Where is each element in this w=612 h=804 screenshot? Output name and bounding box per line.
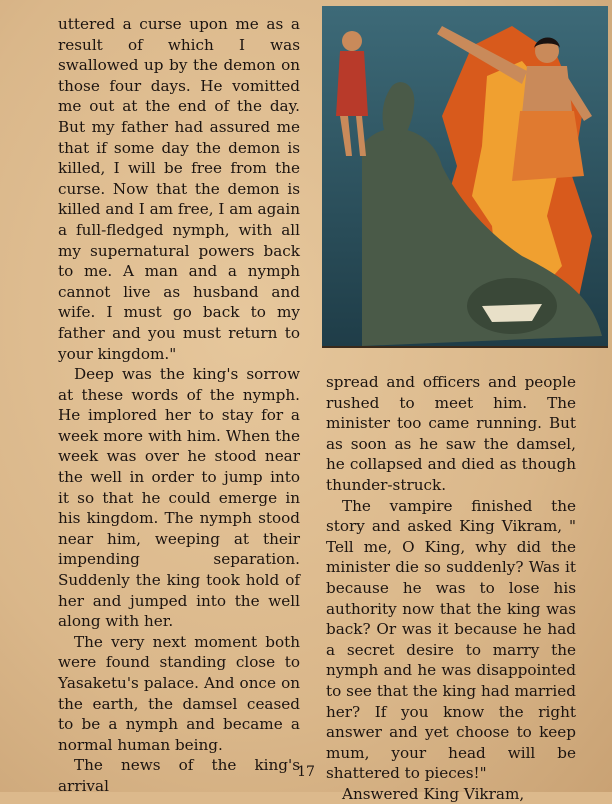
paragraph: The vampire finished the story and asked King Vikram, " Tell me, O King, why did the minister die so suddenly? Was it because he was to lose his authority now that the king was back? Or was it because he had a secret desire to marry the nymph and he was disappointed to see that the king had married her? If you know the right answer and yet choose to keep mum, your head will be shattered to pieces!" xyxy=(326,496,576,783)
page-number: 17 xyxy=(297,764,315,780)
paragraph: Answered King Vikram, xyxy=(342,784,525,803)
left-text-column xyxy=(58,14,300,797)
paragraph: The news of the king's arrival xyxy=(58,756,300,795)
story-illustration xyxy=(322,6,608,348)
demon-teeth xyxy=(482,304,542,322)
right-text-column xyxy=(326,372,576,804)
nymph-garment xyxy=(512,111,584,181)
illustration-artwork xyxy=(322,6,608,346)
paragraph: spread and officers and people rushed to meet him. The minister too came running. But as soon as he saw the damsel, he collapsed and died as though thunder-struck. xyxy=(326,373,576,494)
nymph-torso xyxy=(522,66,572,114)
paragraph: The very next moment both were found standing close to Yasaketu's palace. And once on the earth, the damsel ceased to be a nymph and became a normal human being. xyxy=(58,632,300,754)
paragraph: Deep was the king's sorrow at these words of the nymph. He implored her to stay for a week more with him. When the week was over he stood near the well in order to jump into it so that he could emerge in his kingdom. The nymph stood near him, weeping at their impending separation. Suddenly the king took hold of her and jumped into the well along with her. xyxy=(58,365,300,631)
paragraph: uttered a curse upon me as a result of which I was swallowed up by the demon on those four days. He vomitted me out at the end of the day. But my father had assured me that if some day the demon is killed, I will be free from the curse. Now that the demon is killed and I am free, I am again a full-fledged nymph, with all my supernatural powers back to me. A man and a nymph cannot live as husband and wife. I must go back to my father and you must return to your kingdom." xyxy=(58,15,300,363)
figure-head xyxy=(342,31,362,51)
figure-body xyxy=(336,51,368,116)
